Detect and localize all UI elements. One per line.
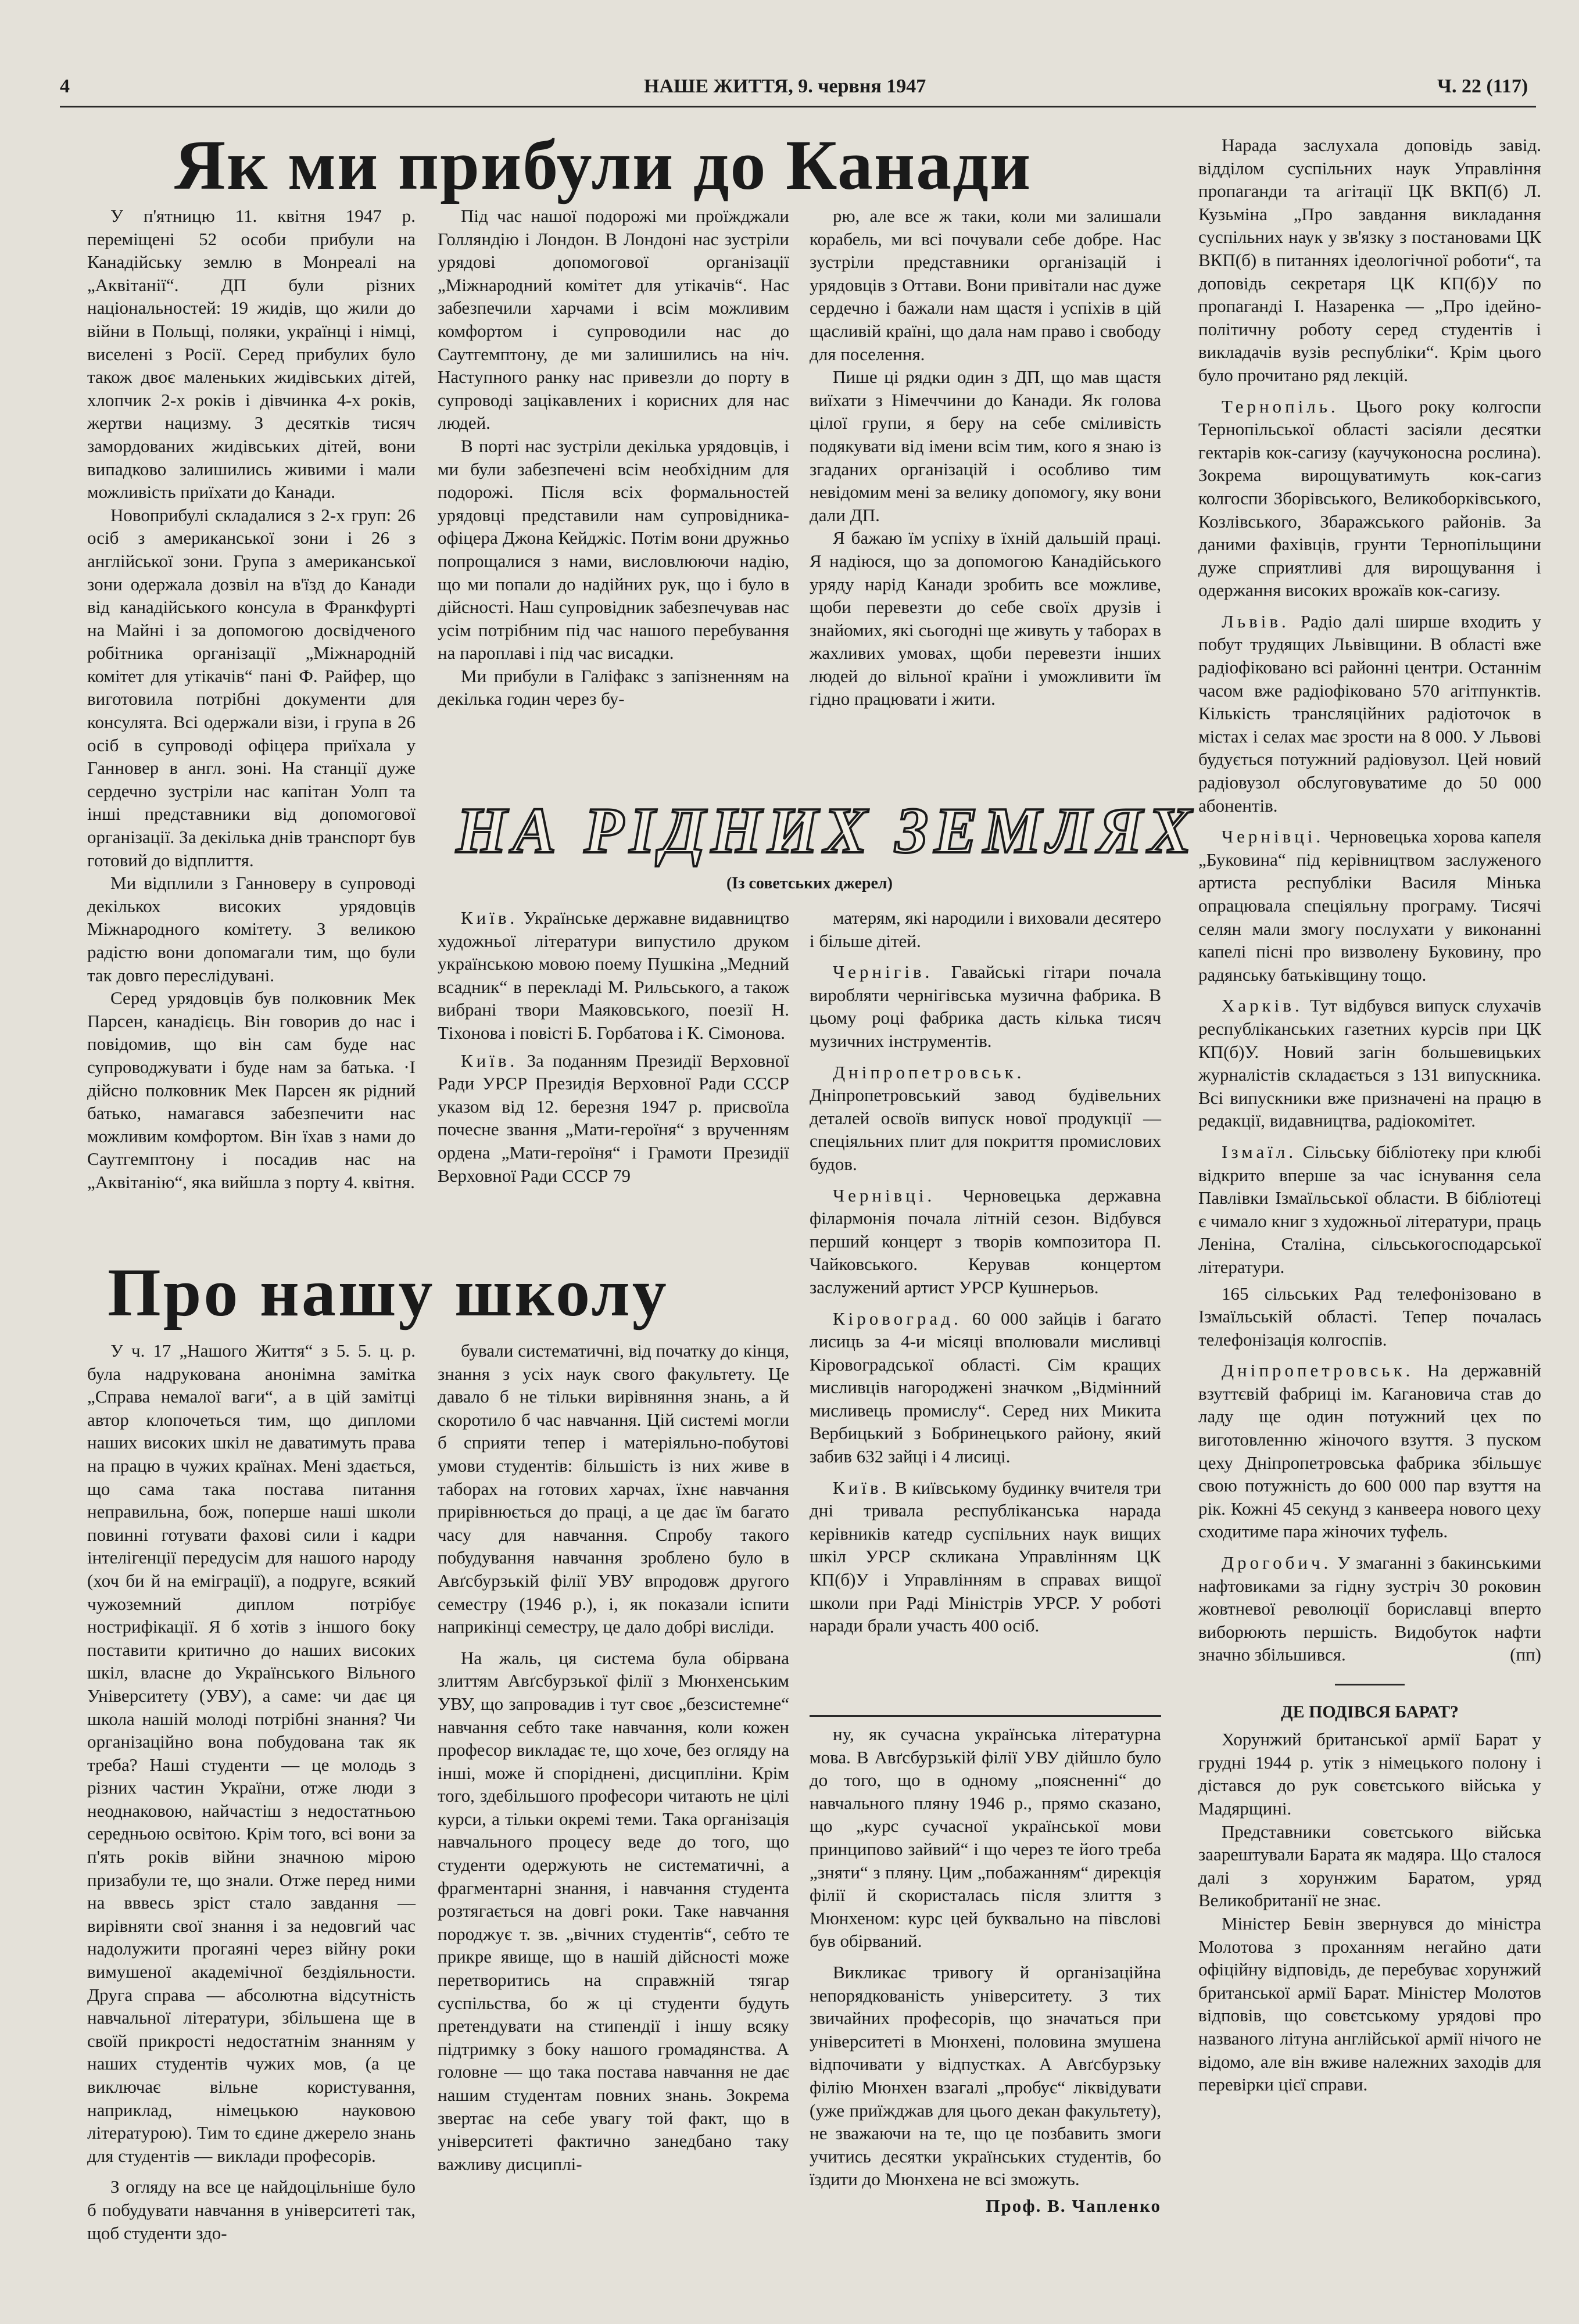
shkola-headline: Про нашу школу [108,1254,669,1330]
ridni-headline: НА РІДНИХ ЗЕМЛЯХ [456,795,1198,867]
news-text: Сільську бібліотеку при клюбі відкрито вперше за час існування села Павлівки Ізмаїльської области. В бібліотеці є чимало книг з художньої літератури, праць Леніна, Сталіна, сільськогосподарської літератури. [1198,1141,1541,1277]
header-rule [60,106,1536,107]
shkola-author: Проф. В. Чапленко [986,2195,1161,2216]
news-text: Радіо далі ширше входить у побут трудящих Львівщини. В області вже радіофіковано всі районні центри. Останнім часом вже радіофіковано 570 агітпунктів. Кількість трансляційних радіоточок в містах і селах має зрости на 8 000. У Львові будується потужний радіовузол. Цей новий радіовузол обслуговуватиме до 50 000 абонентів. [1198,611,1541,816]
news-city: Дніпропетровськ. [1222,1360,1414,1381]
canada-headline: Як ми прибули до Канади [174,126,1032,205]
news-item [810,1307,1161,1468]
news-city: Харків. [1222,995,1303,1016]
news-text: Цього року колгоспи Тернопільської області засіяли десятки гектарів кок-сагизу (каучуконосна рослина). Зокрема вирощуватимуть кок-сагиз колгоспи Зборівського, Великоборківського, Козлівського, Збаражського районів. За даними фахівців, грунти Тернопільщини дуже сприятливі для вирощування і одержання високих врожаїв кок-сагизу. [1198,396,1541,601]
news-text: Черновецька хорова капеля „Буковина“ під керівництвом заслуженого артиста республіки Василя Мінька опрацювала спеціяльну програму. Тисячі селян мали змогу послухати у виконанні капелі пісні про визволену Буковину, про радянську батьківщину тощо. [1198,826,1541,985]
paragraph: Під час нашої подорожі ми проїжджали Голляндію і Лондон. В Лондоні нас зустріли урядові допомогової організації „Міжнародний комітет для утікачів“. Нас забезпечили харчами і всім можливим комфортом і супроводили нас до Саутгемптону, де ми залишились на ніч. Наступного ранку нас привезли до порту в супроводі зацікавлених і корисних для нас людей. [438,206,789,433]
news-item [810,960,1161,1052]
news-city: Чернівці. [1222,826,1324,847]
paragraph: Ми прибули в Галіфакс з запізненням на декілька годин через бу- [438,665,789,709]
news-text: Нарада заслухала доповідь завід. відділом суспільних наук Управління пропаганди та агітації ЦК ВКП(б) Л. Кузьміна „Про завдання викладання суспільних наук у зв'язку з постановами ЦК ВКП(б) в питаннях ідеологічної роботи“, та доповідь секретаря ЦК КП(б)У по пропаганді І. Назаренка — „Про ідейно-політичну роботу серед студентів і викладачів вузів республіки“. Крім цього було прочитано ряд лекцій. [1198,135,1541,385]
canada-col1 [87,205,416,1194]
news-item [1198,395,1541,602]
news-city: Київ. [461,908,518,928]
paragraph: бували систематичні, від початку до кінця, знання з усіх наук свого факультету. Це давало б не тільки вирівняння знань, а й скоротило б час навчання. Цій системі могли б сприяти тепер і матеріяльно-побутові умови студентів: більшість із них живе в таборах на готових харчах, їхнє навчання прирівнюється до праці, а це дає їм багато часу для навчання. Спробу такого побудування навчання зроблено було в Авґсбурзькій філії УВУ впродовж другого семестру (1946 р.), і, як показали іспити наприкінці семестру, це дало добрі висліди. [438,1340,789,1637]
news-item [1198,610,1541,817]
ridni-col-a [438,906,789,1187]
paragraph: Ми відплили з Ганноверу в супроводі декількох високих урядовців Міжнародного комітету. З великою радістю вони допомагали тим, що були так довго переслідувані. [87,873,416,985]
paragraph: Новоприбулі складалися з 2-х груп: 26 осіб з американської зони і 26 з англійської зони. Група з американської зони одержала дозвіл на в'їзд до Канади від канадійського консула в Франкфурті на Майні і за допомогою досвідченого робітника організації „Міжнародній комітет для утікачів“ пані Ф. Райфер, що виготовила потрібні документи для консулята. Всі одержали візи, і група в 26 осіб в супроводі офіцера приїхала у Ганновер в англ. зоні. На станції дуже сердечно зустріли нас капітан Уолп та інші представники від допомогової організації. За декілька днів транспорт був готовий до відплиття. [87,504,416,870]
ridni-col-c [1198,134,1541,2096]
news-city: Тернопіль. [1222,396,1339,417]
news-item [438,906,789,1045]
news-text: На державній взуттєвій фабриці ім. Кагановича став до ладу ще один потужний цех по виготовленню жіночого взуття. З пуском цеху Дніпропетровська фабрика збільшує свою потужність до 600 000 пар взуття на рік. Кожні 45 секунд з канвеера нового цеху сходитиме пара жіночих туфель. [1198,1360,1541,1542]
news-city: Львів. [1222,611,1290,632]
shkola-col3 [810,1723,1161,2217]
paragraph: У п'ятницю 11. квітня 1947 р. переміщені 52 особи прибули на Канадійську землю в Монреалі на „Аквітанії“. ДП були різних національностей: 19 жидів, що жили до війни в Польщі, поляки, українці і німці, виселені з Росії. Серед прибулих було також двоє маленьких жидівських дітей, хлопчик 2-х років і дівчинка 4-х років, жертви нацизму. З десятків тисяч замордованих жидівських дітей, вони випадково залишились живими і мали можливість приїхати до Канади. [87,206,416,503]
news-text: матерям, які народили і виховали десятеро і більше дітей. [810,908,1161,951]
news-city: Дрогобич. [1222,1552,1332,1573]
paragraph: Представники совєтського війська заарештували Барата як мадяра. Що сталося далі з хорунжим Баратом, уряд Великобританії не знає. [1198,1821,1541,1911]
news-city: Чернігів. [833,962,933,982]
paragraph: Серед урядовців був полковник Мек Парсен, канадієць. Він говорив до нас і повідомив, що він сам буде нас супроводжувати і буде нам за батька. ·І дійсно полковник Мек Парсен як рідний батько, намагався забезпечити нас можливим комфортом. Він їхав з нами до Саутгемптону і посадив нас на „Аквітанію“, яка вийшла з порту 4. квітня. [87,988,416,1192]
news-item [1198,1282,1541,1351]
paragraph: Викликає тривогу й організаційна непорядкованість університету. З тих звичайних професорів, що значаться при університеті в Мюнхені, половина змушена відпочивати у відпустках. А Авґсбурзьку філію Мюнхен взагалі „пробує“ ліквідувати (уже приїжджав для цього декан факультету), не зважаючи на те, що це позбавить змоги учитись десятки українських студентів, бо їздити до Мюнхена не всі зможуть. [810,1961,1161,2190]
news-item [438,1049,789,1188]
page-number: 4 [60,76,70,97]
barat-title: ДЕ ПОДІВСЯ БАРАТ? [1280,1702,1459,1722]
news-city: Дніпропетровськ. [833,1061,1025,1082]
paragraph: Хорунжий бритaнської армії Барат у грудні 1944 р. утік з німецького полону і дістався до рук совєтського війська у Мадярщині. [1198,1729,1541,1819]
paragraph: В порті нас зустріли декілька урядовців, і ми були забезпечені всім необхідним для подорожі. Після всіх формальностей урядовці представили нам супровідника-офіцера Джона Кейджіс. Потім вони дружньо попрощалися з нами, висловлюючи надію, що ми попали до надійних рук, що і було в дійсності. Наш супровідник забезпечував нас усім потрібним під час нашого перебування на пароплаві і під час висадки. [438,435,789,664]
canada-col3 [810,205,1161,711]
news-text: У змаганні з бакинськими нафтовиками за гідну зустріч 30 роковин жовтневої революції бориславці вперто виборюють першість. Видобуток нафти значно збільшився. [1198,1552,1541,1665]
paragraph: Міністер Бевін звернувся до міністра Молотова з проханням негайно дати офіційну відповідь, де перебуває хорунжий британської армії Барат. Міністер Молотов відповів, що совєтському урядові про названого літуна англійської армії нічого не відомо, але він вживе належних заходів для перевірки цієї справи. [1198,1913,1541,2095]
paragraph: У ч. 17 „Нашого Життя“ з 5. 5. ц. р. була надрукована анонімна замітка „Справа немалої ваги“, а в цій замітці автор клопочеться тим, що дипломи наших високих шкіл не даватимуть права на працю в чужих країнах. Мені здається, що сама така постава питання неправильна, бож, поперше наші школи повинні готувати фахові сили і кадри інтелігенції передусім для нашого народу (хоч би й на еміграції), а подруге, всякий чужоземний диплом потрібує нострифікації. Я б хотів з іншого боку поставити критично до наших високих шкіл, власне до Українського Вільного Університету (УВУ), а саме: чи дає ця школа нашій молоді потрібні знання? Чи організаційно вона побудована так як треба? Наші студенти — це молодь з різних частин України, отже люди з неоднаковою, найчастіш з недостатньою середньою освітою. Крім того, всі вони за п'ять років війни значною мірою призабули те, що знали. Отже перед ними на вввесь зріст стало завдання — вирівняти свої знання і за недовгий час надолужити прогаяні через війну роки вимушеної академічної бездіяльности. Друга справа — абсолютна відсутність навчальної літератури, збільшена ще в своїй прикрості недостатнім знанням у наших студентів чужих мов, (а це виключає вільне користування, наприклад, німецькою науковою літературою). Тим то єдине джерело знань для студентів — виклади професорів. [87,1340,416,2166]
shkola-col1 [87,1339,416,2244]
paragraph: Пише ці рядки один з ДП, що мав щастя виїхати з Німеччини до Канади. Як голова цілої групи, я беру на себе сміливість подякувати від імени всім тим, кого я знаю із згаданих організацій і особливо тим невідомим мені за велику допомогу, яку вони дали ДП. [810,367,1161,525]
shkola-col2 [438,1339,789,2175]
ridni-headline-box [456,790,1198,871]
paragraph: На жаль, ця система була обірвана злиттям Авґсбурзької філії з Мюнхенським УВУ, що запровадив і тут своє „безсистемне“ навчання себто таке навчання, коли кожен професор викладає те, що хоче, без огляду на інші, може й споріднені, дисципліни. Крім того, здебільшого професори читають не цілі курси, а тільки окремі теми. Така організація навчального процесу веде до того, що студенти одержують не систематичні, а фрагментарні знання, і навчання студента розтягається на довгі роки. Таке навчання породжує т. зв. „вічних студентів“, себто те прикре явище, що в нашій дійсності може перетворитись на справжній тягар суспільства, бо ж ці студенти будуть претендувати на стипендії і іншу всяку підтримку з боку нашого громадянства. А головне — що така постава навчання не дає нашим студентам повних знань. Зокрема звертає на себе увагу той факт, що в університеті фактично занедбано таку важливу дисциплі- [438,1647,789,2174]
news-item [810,1061,1161,1176]
paragraph: Я бажаю їм успіху в їхній дальшій праці. Я надіюся, що за допомогою Канадійського уряду нарід Канади зробить все можливе, щоби перевезти до себе своїх друзів і знайомих, які сьогодні ще живуть у таборах в жахливих умовах, щоби перевезти інших людей до вільної країни і уможливити їм гідно працювати і жити. [810,528,1161,709]
news-item [1198,1141,1541,1279]
news-text: Українське державне видавництво художньої літератури випустило друком українською мовою поему Пушкіна „Медний всадник“ в перекладі М. Рильського, а також вибрані твори Маяковського, поезії Н. Тіхонова і повісті Б. Горбатова і К. Сімонова. [438,908,790,1043]
news-item [810,906,1161,952]
news-text: Дніпропетровський завод будівельних деталей освоїв випуск нової продукції — спеціяльних плит для покриття промислових будов. [810,1085,1161,1174]
masthead: НАШЕ ЖИТТЯ, 9. червня 1947 [644,76,926,97]
news-item [1198,994,1541,1132]
news-item [1198,1359,1541,1543]
paragraph: ну, як сучасна українська літературна мова. В Авґсбурзькій філії УВУ дійшло було до того, що в одному „поясненні“ до навчального пляну 1946 р., прямо сказано, що „курс сучасної української мови принципово зайвий“ і що через те його треба „зняти“ з пляну. Цим „побажанням“ дирекція філії й скористалась після злиття з Мюнхеном: курс цей буквально на півслові був обірваний. [810,1724,1161,1952]
news-text: В київському будинку вчителя три дні тривала республіканська нарада керівників катедр суспільних наук вищих шкіл УРСР скликана Управлінням ЦК КП(б)У і Управлінням в справах вищої школи при Раді Міністрів УРСР. У роботі наради брали участь 400 осіб. [810,1477,1162,1636]
news-text: 165 сільських Рад телефонізовано в Ізмаїльській області. Тепер почалась телефонізація колгоспів. [1198,1283,1541,1350]
news-text: Гавайські гітари почала виробляти чернігівська музична фабрика. В цьому році фабрика дасть кілька тисяч музичних інструментів. [810,962,1161,1051]
news-text: За поданням Президії Верховної Ради УРСР Президія Верховної Ради СССР указом від 12. березня 1947 р. присвоїла почесне звання „Мати-героїня“ з врученням ордена „Мати-героїня“ і Грамоти Президії Верховної Ради СССР 79 [438,1050,789,1186]
news-text: Тут відбувся випуск слухачів республіканських газетних курсів при ЦК КП(б)У. Новий загін большевицьких журналістів складається з 131 випускника. Всі випускники вже призначені на працю в редакції, видавництва, радіокомітет. [1198,995,1541,1131]
ridni-subtitle: (Із советських джерел) [726,874,893,892]
barat-divider [1335,1684,1405,1685]
news-city: Ізмаїл. [1222,1141,1297,1162]
canada-col2 [438,205,789,711]
news-city: Київ. [833,1477,890,1498]
news-item [810,1476,1161,1637]
ridni-col-b [810,906,1161,1637]
news-city: Чернівці. [833,1185,936,1206]
shkola-col3-rule [810,1715,1161,1717]
news-text: 60 000 зайців і багато лисиць за 4-и місяці вполювали мисливці Кіровоградської області. Сім кращих мисливців нагороджені значком „Відмінний мисливець промислу“. Серед них Микита Вербицький з Бобринецького району, який забив 632 зайці і 4 лисиці. [810,1308,1162,1467]
news-item [810,1184,1161,1299]
ridni-signature: (пп) [1510,1644,1541,1665]
news-city: Київ. [461,1050,518,1071]
news-text: Черновецька державна філармонія почала літній сезон. Відбувся перший концерт з творів композитора П. Чайковського. Керував концертом заслужений артист УРСР Кушнерьов. [810,1185,1161,1297]
news-item [1198,134,1541,387]
paragraph: рю, але все ж таки, коли ми залишали корабель, ми всі почували себе добре. Нас зустріли представники організацій і урядовців з Оттави. Вони привітали нас дуже сердечно і бажали нам щастя і успіхів в цій щасливій країні, що дала нам право і свободу для поселення. [810,206,1161,364]
news-city: Кіровоград. [833,1308,962,1329]
news-item [1198,825,1541,986]
paragraph: З огляду на все це найдоцільніше було б побудувати навчання в університеті так, щоб студенти здо- [87,2176,416,2243]
issue-number: Ч. 22 (117) [1437,76,1528,97]
